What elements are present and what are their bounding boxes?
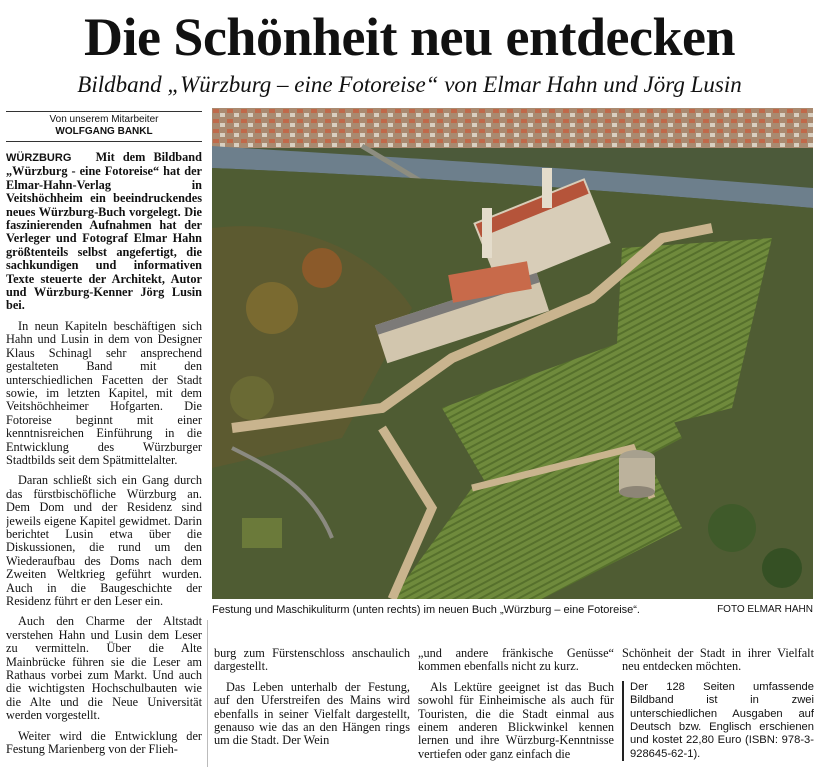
photo-illustration — [212, 108, 813, 599]
article-paragraph: Auch den Charme der Altstadt verstehen Hahn und Lusin dem Leser zu vermitteln. Über die Alte Mainbrücke führen sie die Leser am Rathaus vorbei zum Markt. Und auch die wichtigsten Hochschulbauten wie die Alte und die Neue Universität werden vorgestellt. — [6, 614, 202, 723]
article-column-1 — [6, 151, 202, 763]
article-paragraph: Als Lektüre geeignet ist das Buch sowohl für Einheimische als auch für Touristen, die die Stadt einmal aus einem anderen Blickwinkel kennen lernen und ihre Würzburg-Kenntnisse vertiefen oder ganz einfach die — [418, 679, 614, 761]
subheadline: Bildband „Würzburg – eine Fotoreise“ von Elmar Hahn und Jörg Lusin — [77, 72, 742, 97]
article-paragraph: In neun Kapiteln beschäftigen sich Hahn und Lusin in dem von Designer Klaus Schinagl sehr ansprechend gestalteten Band mit den unterschiedlichen Facetten der Stadt sowie, im letzten Kapitel, mit dem Veitshöchheimer Hofgarten. Die Fotoreise beginnt mit einer kenntnisreichen Einführung in die Entwicklung des Würzburger Stadtbilds seit dem Spätmittelalter. — [6, 318, 202, 467]
article-paragraph-continued: burg zum Fürstenschloss anschaulich dargestellt. — [214, 647, 410, 674]
article-paragraph: Das Leben unterhalb der Festung, auf den Uferstreifen des Mains wird ebenfalls in seiner Vielfalt dargestellt, genauso wie das an den Hängen rings um die Stadt. Der Wein — [214, 679, 410, 748]
photo-caption — [212, 603, 813, 619]
photo-credit: FOTO ELMAR HAHN — [717, 604, 813, 615]
article-lead-paragraph — [6, 151, 202, 313]
fortress-tower — [482, 208, 492, 258]
byline-label: Von unserem Mitarbeiter — [49, 114, 159, 125]
byline-author: WOLFGANG BANKL — [55, 126, 153, 137]
column-rule — [207, 620, 208, 767]
town-rooftops — [212, 108, 813, 148]
article-column-2 — [214, 647, 410, 765]
headline: Die Schönheit neu entdecken — [83, 7, 736, 67]
caption-text: Festung und Maschikuliturm (unten rechts) im neuen Buch „Würzburg – eine Fotoreise“. — [212, 604, 640, 616]
article-column-4 — [622, 647, 814, 765]
article-paragraph: Daran schließt sich ein Gang durch das fürstbischöfliche Würzburg an. Dem Dom und der Residenz sind jeweils eigene Kapitel gewidmet. Darin berichtet Lusin etwa über die Diskussionen, die rund um den Wiederaufbau des Doms nach dem Zweiten Weltkrieg geführt wurden. Auch in die Baugeschichte der Residenz führt er den Leser ein. — [6, 473, 202, 608]
byline — [6, 111, 202, 142]
article-paragraph-continued: Schönheit der Stadt in ihrer Vielfalt neu entdecken möchten. — [622, 647, 814, 674]
book-info-box: Der 128 Seiten umfassende Bildband ist in zwei unterschiedlichen Ausgaben auf Deutsch bzw. Englisch erschienen und kostet 22,80 Euro (ISBN: 978-3-928645-62-1). — [622, 681, 814, 761]
aerial-photo-fortress — [212, 108, 813, 599]
article-paragraph-continued: „und andere fränkische Genüsse“ kommen ebenfalls nicht zu kurz. — [418, 647, 614, 674]
article-paragraph: Weiter wird die Entwicklung der Festung Marienberg von der Flieh- — [6, 728, 202, 757]
dateline: WÜRZBURG — [6, 152, 72, 164]
article-column-3 — [418, 647, 614, 765]
lead-text: Mit dem Bildband „Würzburg - eine Fotoreise“ hat der Elmar-Hahn-Verlag in Veitshöchheim ein beeindruckendes neues Würzburg-Buch vorgelegt. Die faszinierenden Aufnahmen hat der Verleger und Fotograf Elmar Hahn größtenteils selbst angefertigt, die sachkundigen und informativen Texte steuerte der Architekt, Autor und Würzburg-Kenner Jörg Lusin bei. — [6, 151, 202, 313]
